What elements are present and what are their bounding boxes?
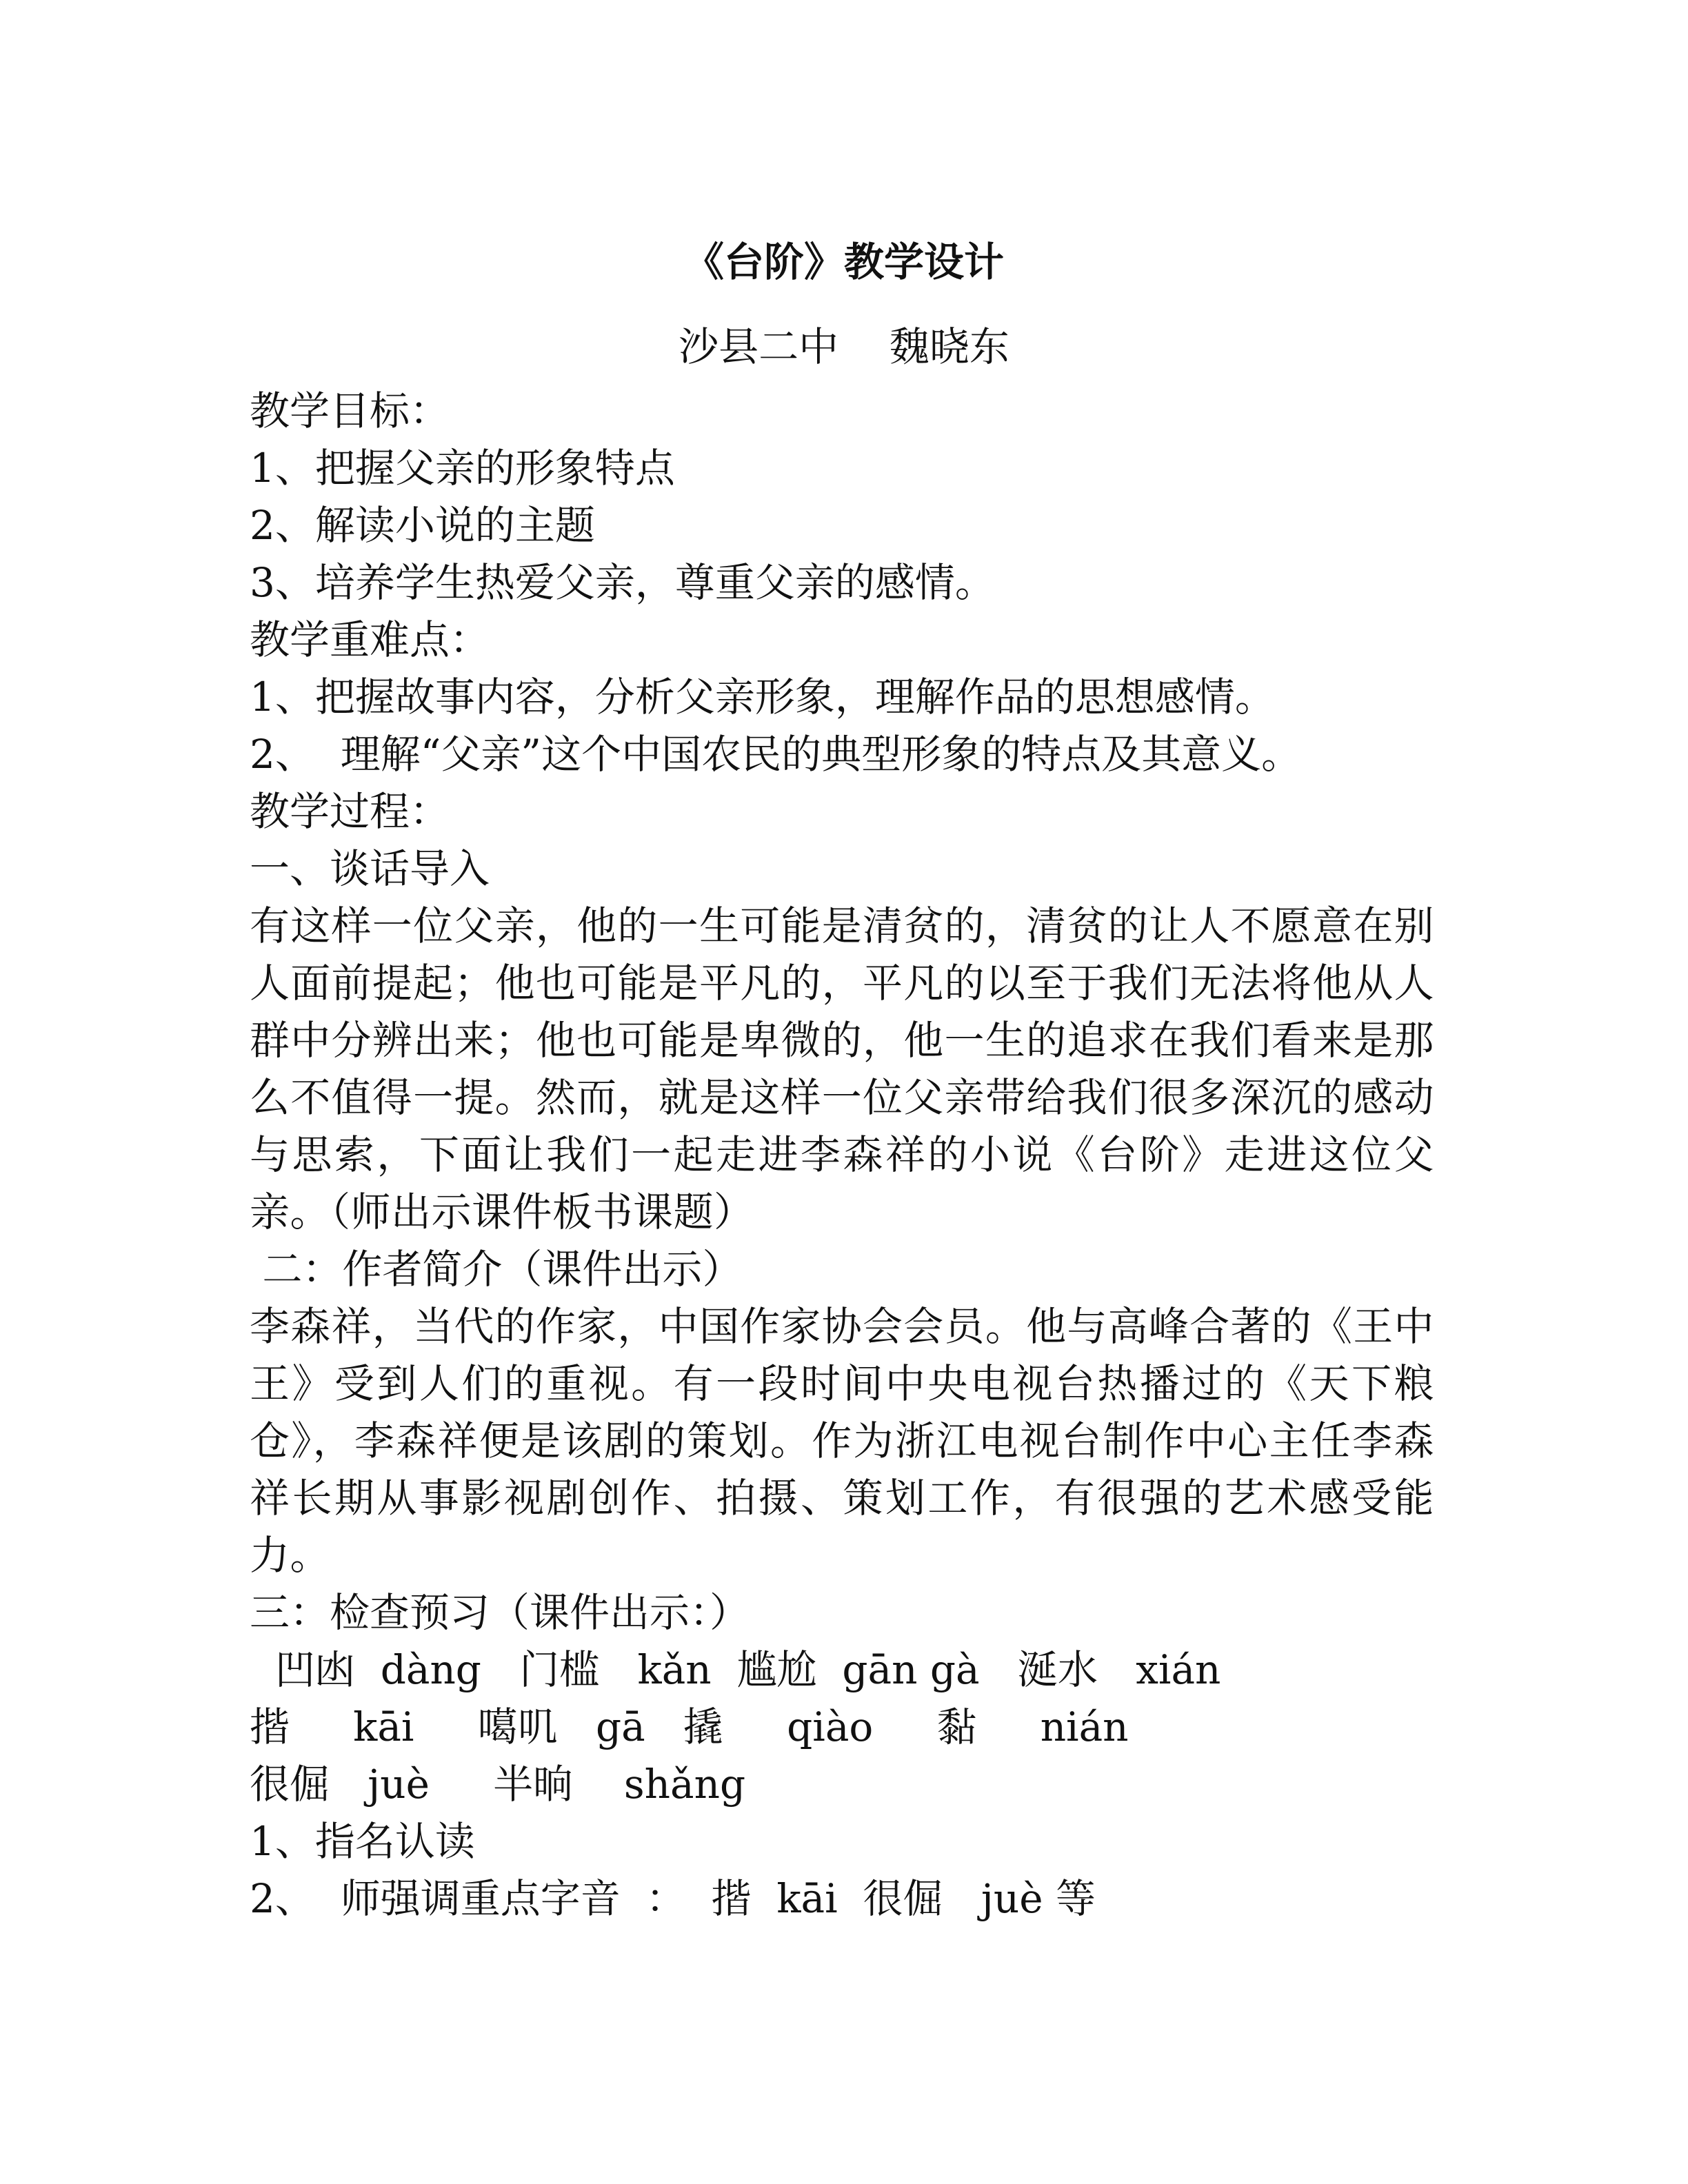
key-point-item: 2、 理解“父亲”这个中国农民的典型形象的特点及其意义。 bbox=[250, 731, 1302, 778]
vocab-line: 很倔 juè 半晌 shǎng bbox=[250, 1761, 746, 1808]
goal-item: 3、培养学生热爱父亲，尊重父亲的感情。 bbox=[250, 559, 995, 606]
goal-item: 2、解读小说的主题 bbox=[250, 502, 595, 549]
preview-step: 1、指名认读 bbox=[250, 1818, 475, 1865]
goal-item: 1、把握父亲的形象特点 bbox=[250, 445, 675, 492]
preview-step: 2、 师强调重点字音 ： 揩 kāi 很倔 juè 等 bbox=[250, 1875, 1096, 1922]
section-heading-preview: 三：检查预习（课件出示：） bbox=[250, 1589, 750, 1636]
author-line: 沙县二中 魏晓东 bbox=[679, 323, 1009, 370]
section-heading-intro: 一、谈话导入 bbox=[250, 845, 490, 892]
vocab-line: 揩 kāi 噶叽 gā 撬 qiào 黏 nián bbox=[250, 1703, 1129, 1750]
author-bio-paragraph: 李森祥，当代的作家，中国作家协会会员。他与高峰合著的《王中王》受到人们的重视。有一段时间中央电视台热播过的《天下粮仓》，李森祥便是该剧的策划。作为浙江电视台制作中心主任李森祥长期从事影视剧创作、拍摄、策划工作，有很强的艺术感受能力。 bbox=[250, 1303, 1434, 1579]
vocab-line: 凹凼 dàng 门槛 kǎn 尴尬 gān gà 涎水 xián bbox=[250, 1646, 1221, 1693]
document-title: 《台阶》教学设计 bbox=[683, 239, 1004, 285]
document-body bbox=[250, 383, 1434, 1928]
intro-paragraph: 有这样一位父亲，他的一生可能是清贫的，清贫的让人不愿意在别人面前提起；他也可能是平凡的，平凡的以至于我们无法将他从人群中分辨出来；他也可能是卑微的，他一生的追求在我们看来是那么不值得一提。然而，就是这样一位父亲带给我们很多深沉的感动与思索，下面让我们一起走进李森祥的小说《台阶》走进这位父亲。（师出示课件板书课题） bbox=[250, 902, 1434, 1235]
goals-heading: 教学目标： bbox=[250, 387, 450, 434]
key-points-heading: 教学重难点： bbox=[250, 616, 490, 663]
process-heading: 教学过程： bbox=[250, 788, 450, 835]
section-heading-author: 二：作者简介（课件出示） bbox=[250, 1246, 743, 1293]
key-point-item: 1、把握故事内容，分析父亲形象，理解作品的思想感情。 bbox=[250, 674, 1275, 720]
